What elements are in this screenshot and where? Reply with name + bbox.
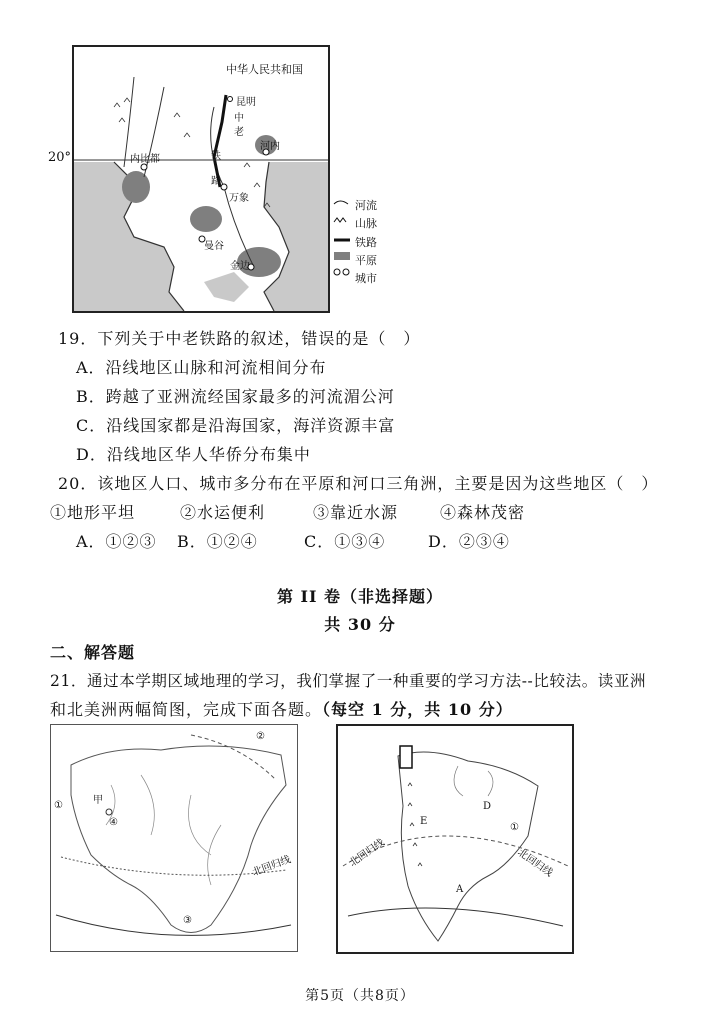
- asia-tropic: 北回归线: [251, 854, 293, 879]
- legend-river: 河流: [355, 199, 377, 212]
- q20-option-c: C．①③④: [304, 532, 386, 551]
- q20-option-a: A．①②③: [76, 532, 157, 551]
- city-kunming: 昆明: [236, 97, 256, 108]
- section2-score: 共 30 分: [324, 615, 396, 634]
- part2-heading: 二、解答题: [50, 643, 136, 662]
- na-marker-a: A: [456, 884, 464, 895]
- q20-option-b: B．①②④: [177, 532, 258, 551]
- q21-line1: 21．通过本学期区域地理的学习，我们掌握了一种重要的学习方法--比较法。读亚洲: [50, 672, 647, 690]
- legend-railway: 铁路: [355, 236, 377, 249]
- city-hanoi: 河内: [260, 141, 280, 152]
- q20-stem: 20．该地区人口、城市多分布在平原和河口三角洲，主要是因为这些地区（ ）: [58, 474, 659, 493]
- q19-option-a: A．沿线地区山脉和河流相间分布: [76, 358, 327, 377]
- q19-stem: 19．下列关于中老铁路的叙述，错误的是（ ）: [58, 329, 421, 348]
- legend-mountain: 山脉: [355, 217, 377, 230]
- q20-item-2: ②水运便利: [180, 503, 266, 522]
- country-label: 中华人民共和国: [226, 63, 303, 76]
- asia-marker-4: ④: [109, 817, 118, 828]
- q20-item-4: ④森林茂密: [440, 503, 526, 522]
- railway-char-4: 路: [211, 176, 221, 187]
- na-marker-1: ①: [510, 822, 519, 833]
- railway-char-2: 老: [234, 127, 244, 138]
- q21-line2-wrap: [50, 697, 513, 720]
- q19-option-d: D．沿线地区华人华侨分布集中: [76, 445, 311, 464]
- asia-map-graphic: [51, 725, 297, 951]
- q21-scoring: （每空 1 分，共 10 分）: [322, 700, 513, 719]
- q19-option-c: C．沿线国家都是沿海国家，海洋资源丰富: [76, 416, 396, 435]
- q20-item-3: ③靠近水源: [313, 503, 399, 522]
- city-bangkok: 曼谷: [204, 241, 224, 252]
- na-marker-d: D: [483, 801, 492, 812]
- asia-marker-2: ②: [256, 731, 265, 742]
- north-america-map: [336, 724, 574, 954]
- asia-jia: 甲: [93, 795, 103, 806]
- q21-line2: 和北美洲两幅简图，完成下面各题。: [50, 700, 323, 719]
- q20-item-1: ①地形平坦: [50, 503, 136, 522]
- legend-city: 城市: [355, 272, 377, 285]
- city-phnom-penh: 金边: [230, 261, 250, 272]
- legend-plain: 平原: [355, 254, 377, 267]
- railway-char-1: 中: [234, 113, 244, 124]
- indochina-map: [72, 45, 330, 313]
- city-naypyidaw: 内比都: [130, 154, 160, 165]
- asia-map: [50, 724, 298, 952]
- page-footer: 第5页（共8页）: [305, 988, 415, 1004]
- asia-marker-3: ③: [183, 915, 192, 926]
- latitude-20-label: 20°: [48, 150, 72, 165]
- na-tropic-right: 北回归线: [515, 847, 555, 880]
- q20-option-d: D．②③④: [428, 532, 510, 551]
- section2-title: 第 II 卷（非选择题）: [276, 587, 444, 606]
- railway-char-3: 铁: [211, 151, 221, 162]
- na-tropic-left: 北回归线: [347, 837, 387, 870]
- indochina-map-graphic: [74, 47, 328, 311]
- city-vientiane: 万象: [229, 193, 249, 204]
- q19-option-b: B．跨越了亚洲流经国家最多的河流湄公河: [76, 387, 395, 406]
- na-marker-e: E: [420, 816, 428, 827]
- asia-marker-1: ①: [54, 800, 63, 811]
- map1-legend-symbols: [332, 196, 352, 276]
